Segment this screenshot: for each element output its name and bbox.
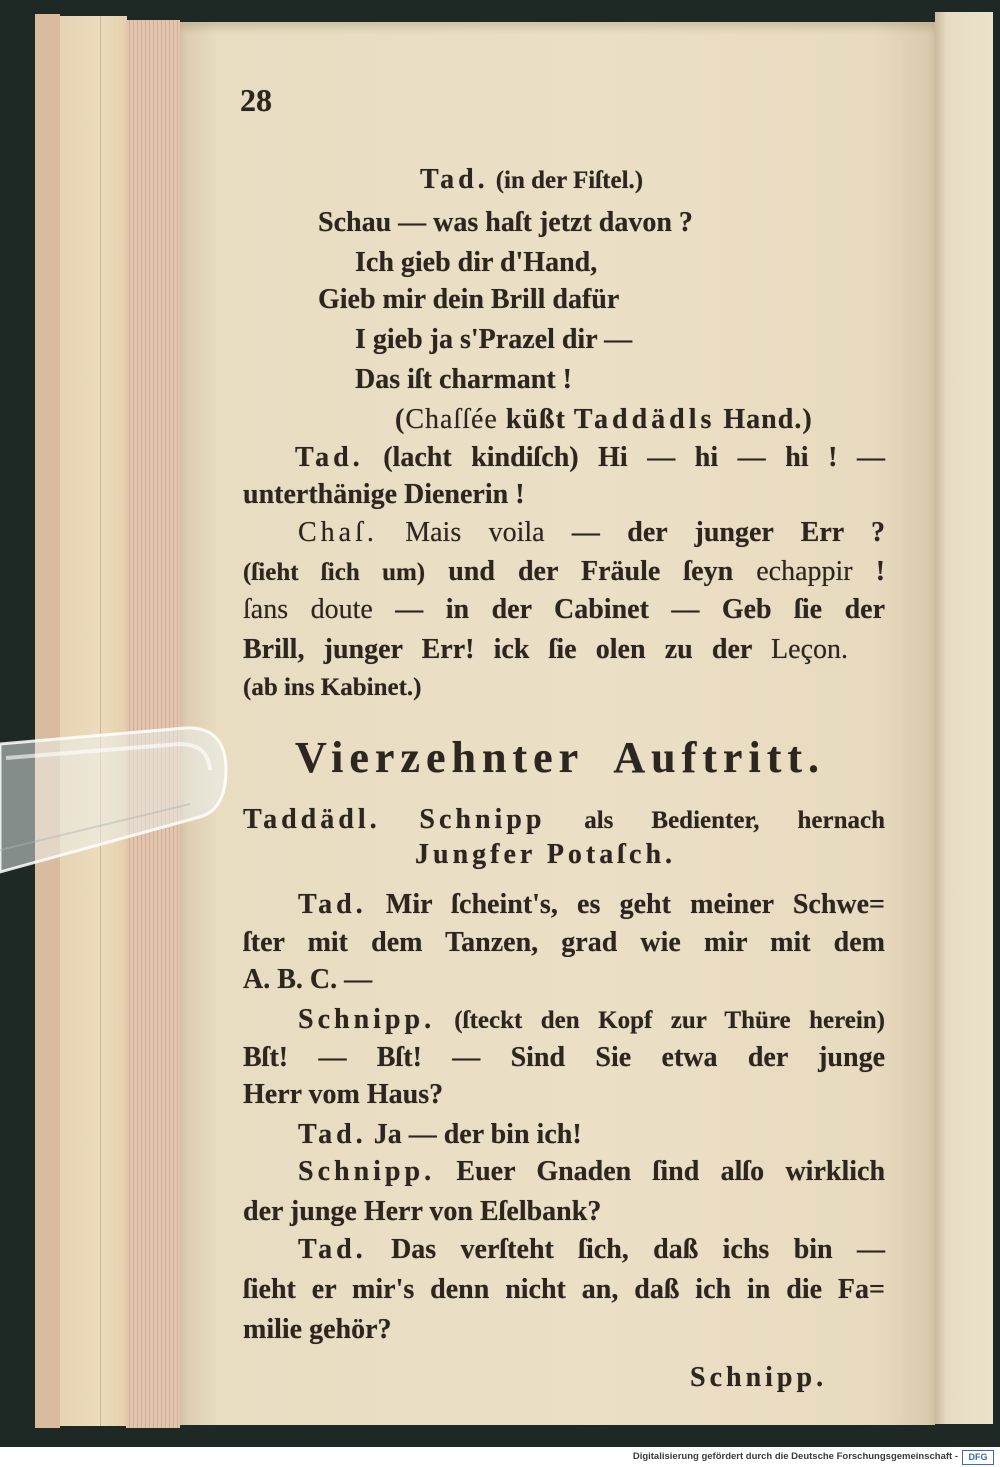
text-line	[243, 632, 848, 668]
text-line	[420, 162, 643, 199]
text-segment: — in der Cabinet — Geb ſie der	[395, 594, 885, 625]
text-segment: Ja — der bin ich!	[373, 1119, 582, 1150]
speaker-name: Tad.	[420, 164, 489, 195]
stage-direction: (ſieht ſich um)	[243, 559, 426, 586]
stage-direction-line: (ab ins Kabinet.)	[243, 674, 422, 701]
french-phrase: ſans doute	[243, 594, 373, 625]
character-name: Taddädl.	[243, 804, 381, 835]
text-line	[298, 1002, 885, 1039]
speaker-name: Tad.	[295, 442, 364, 473]
text-line: ſter mit dem Tanzen, grad wie mir mit dem	[243, 927, 885, 958]
text-segment: !	[875, 556, 886, 587]
scene-heading: Vierzehnter Auftritt.	[295, 733, 825, 782]
footer-credit: Digitalisierung gefördert durch die Deutsche Forschungsgemeinschaft -	[632, 1451, 958, 1462]
text-line: Bſt! — Bſt! — Sind Sie etwa der junge	[243, 1042, 885, 1073]
text-line	[295, 440, 885, 476]
text-line	[243, 592, 885, 628]
character-name: Chaſſée	[405, 404, 498, 435]
character-name: Schnipp	[419, 804, 546, 835]
cast-line: Jungfer Potaſch.	[415, 839, 677, 870]
text-line	[298, 1232, 885, 1268]
text-line: der junge Herr von Eſelbank?	[243, 1196, 602, 1227]
page-number: 28	[240, 82, 272, 118]
stage-direction: (ſteckt den Kopf zur Thüre herein)	[454, 1007, 886, 1034]
page-holder-clip	[0, 700, 240, 890]
text-segment: Brill, junger Err! ick ſie olen zu der	[243, 634, 752, 665]
text-line: unterthänige Dienerin !	[243, 479, 525, 510]
text-line: milie gehör?	[243, 1314, 392, 1345]
text-segment: und der Fräule ſeyn	[448, 556, 734, 587]
text-segment: Mir ſcheint's, es geht meiner Schwe=	[385, 889, 886, 920]
speaker-name: Chaſ.	[298, 517, 378, 548]
text-segment: (lacht kindiſch) Hi — hi — hi ! —	[383, 442, 885, 473]
text-line	[298, 887, 885, 923]
text-line	[298, 1154, 885, 1190]
text-line	[243, 554, 885, 591]
text-line	[298, 1117, 582, 1153]
catchword: Schnipp.	[690, 1362, 828, 1393]
text-line: ſieht er mir's denn nicht an, daß ich in die Fa=	[243, 1274, 885, 1305]
dfg-logo: DFG	[962, 1450, 994, 1465]
text-line: I gieb ja s'Prazel dir —	[355, 324, 633, 355]
speaker-name: Tad.	[298, 1119, 367, 1150]
speaker-name: Tad.	[298, 1234, 367, 1265]
text-segment: (	[395, 404, 406, 435]
text-line: A. B. C. —	[243, 964, 373, 995]
text-segment: als Bedienter, hernach	[584, 807, 886, 834]
text-segment: Das verſteht ſich, daß ichs bin —	[391, 1234, 886, 1265]
french-phrase: Mais voila	[405, 517, 545, 548]
cast-line	[243, 802, 885, 839]
text-segment: küßt	[505, 404, 566, 435]
text-line	[298, 515, 885, 551]
text-line: Gieb mir dein Brill dafür	[318, 284, 620, 315]
stage-direction: (in der Fiſtel.)	[495, 167, 644, 194]
speaker-name: Schnipp.	[298, 1156, 436, 1187]
speaker-name: Tad.	[298, 889, 367, 920]
speaker-name: Schnipp.	[298, 1004, 436, 1035]
text-line: Schau — was haſt jetzt davon ?	[318, 207, 693, 238]
french-phrase: Leçon.	[771, 634, 848, 665]
stage-direction-line	[395, 402, 813, 438]
text-line: Herr vom Haus?	[243, 1079, 444, 1110]
text-line: Ich gieb dir d'Hand,	[355, 247, 598, 278]
text-segment: Hand.)	[723, 404, 813, 435]
text-segment: Euer Gnaden ſind alſo wirklich	[456, 1156, 886, 1187]
facing-page-edge	[935, 12, 993, 1424]
character-name: Taddädls	[573, 404, 716, 435]
text-segment: — der junger Err ?	[571, 517, 886, 548]
french-phrase: echappir	[756, 556, 853, 587]
text-line: Das iſt charmant !	[355, 364, 572, 395]
